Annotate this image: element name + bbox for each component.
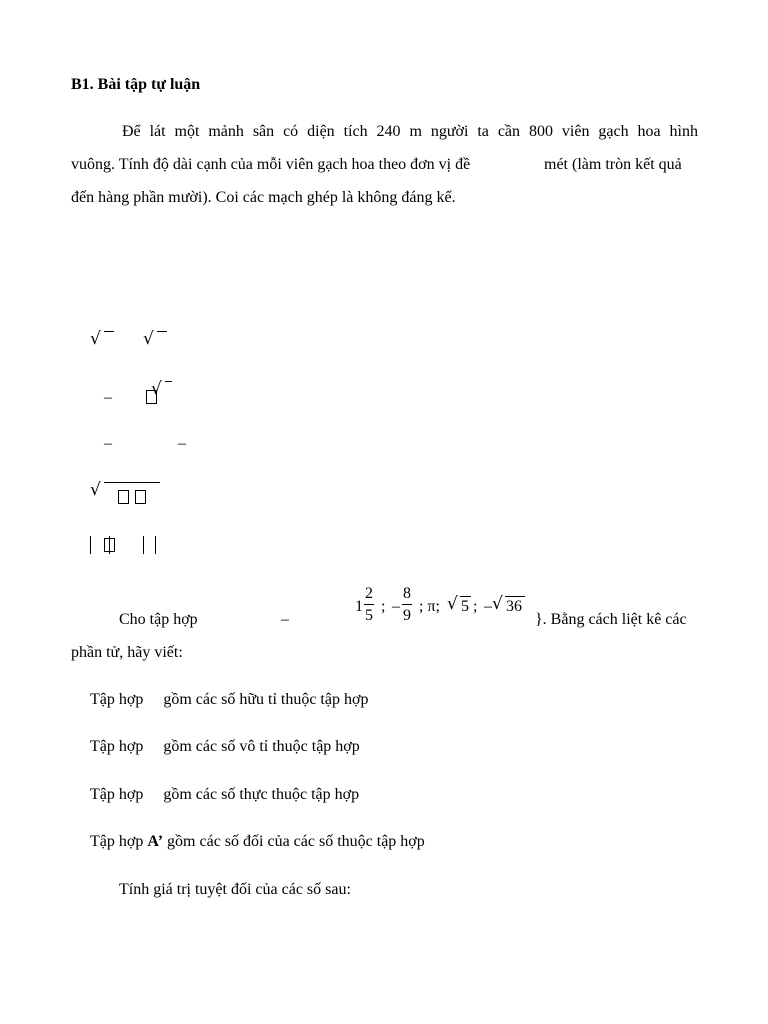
minus-fragment-3: – bbox=[178, 435, 186, 452]
mixed-whole: 1 bbox=[355, 598, 363, 615]
radical-bar-4 bbox=[104, 482, 160, 483]
mixed-denominator: 5 bbox=[365, 607, 373, 624]
exercise2-line2: phần tử, hãy viết: bbox=[71, 644, 183, 661]
radical-fragment-2: √ bbox=[143, 329, 154, 349]
abs-bar-1 bbox=[90, 536, 91, 554]
exercise3-intro: Tính giá trị tuyệt đối của các số sau: bbox=[119, 881, 351, 898]
minus-fragment-2: – bbox=[104, 435, 112, 452]
minus-fragment-1: – bbox=[104, 389, 112, 406]
item-2 bbox=[90, 739, 360, 755]
frac-denominator: 9 bbox=[403, 607, 411, 624]
exercise2-after-set: }. Bằng cách liệt kê các bbox=[535, 611, 687, 628]
sep-1: ; bbox=[381, 598, 386, 615]
frac-numerator: 8 bbox=[402, 586, 412, 605]
neg-sign: – bbox=[392, 598, 400, 615]
exercise1-line1 bbox=[71, 124, 698, 140]
sqrt36-radical: √ bbox=[492, 594, 503, 614]
item-2-prefix: Tập hợp bbox=[90, 738, 144, 755]
sqrt36-bar bbox=[505, 596, 525, 597]
placeholder-boxes-1 bbox=[118, 490, 152, 507]
radical-fragment-4: √ bbox=[90, 480, 101, 500]
exercise1-line2-left: vuông. Tính độ dài cạnh của mỗi viên gạch hoa theo đơn vị đề bbox=[71, 156, 471, 173]
exercise1-line1-text: Để lát một mảnh sân có diện tích 240 m người ta cần 800 viên gạch hoa hình bbox=[122, 123, 698, 140]
exercise2-intro: Cho tập hợp bbox=[119, 611, 198, 628]
item-3-prefix: Tập hợp bbox=[90, 786, 144, 803]
item-4-prefix: Tập hợp bbox=[90, 833, 144, 850]
sqrt5-radical: √ bbox=[447, 594, 458, 614]
exercise1-line2-right: mét (làm tròn kết quả bbox=[544, 156, 682, 173]
item-1-prefix: Tập hợp bbox=[90, 691, 144, 708]
mixed-fraction bbox=[364, 586, 374, 624]
item-4-text: gồm các số đối của các số thuộc tập hợp bbox=[167, 833, 425, 850]
abs-bar-3 bbox=[143, 536, 144, 554]
item-3-text: gồm các số thực thuộc tập hợp bbox=[163, 786, 360, 803]
item-1-text: gồm các số hữu tỉ thuộc tập hợp bbox=[163, 691, 369, 708]
sqrt36-value: 36 bbox=[506, 598, 522, 615]
exercise2-minus: – bbox=[281, 611, 289, 628]
sqrt5-value: 5 bbox=[461, 598, 469, 615]
fraction bbox=[402, 586, 412, 624]
radical-fragment-1: √ bbox=[90, 329, 101, 349]
sep-2: ; bbox=[473, 598, 478, 615]
section-heading: B1. Bài tập tự luận bbox=[71, 76, 201, 93]
abs-bar-4 bbox=[155, 536, 156, 554]
item-4 bbox=[90, 834, 425, 850]
item-3 bbox=[90, 787, 359, 803]
radical-bar-3 bbox=[165, 381, 172, 382]
radical-fragment-3: √ bbox=[151, 379, 162, 399]
item-1 bbox=[90, 692, 368, 708]
radical-bar-2 bbox=[157, 331, 167, 332]
sqrt5-bar bbox=[460, 596, 471, 597]
pi-part: ; π; bbox=[419, 598, 440, 615]
mixed-numerator: 2 bbox=[364, 586, 374, 605]
radical-bar-1 bbox=[104, 331, 114, 332]
neg-sqrt-sign: – bbox=[484, 598, 492, 615]
item-4-bold: A’ bbox=[147, 833, 164, 850]
abs-bar-2 bbox=[109, 536, 110, 554]
exercise1-line3: đến hàng phần mười). Coi các mạch ghép là không đáng kể. bbox=[71, 189, 456, 206]
item-2-text: gồm các số vô tỉ thuộc tập hợp bbox=[163, 738, 360, 755]
